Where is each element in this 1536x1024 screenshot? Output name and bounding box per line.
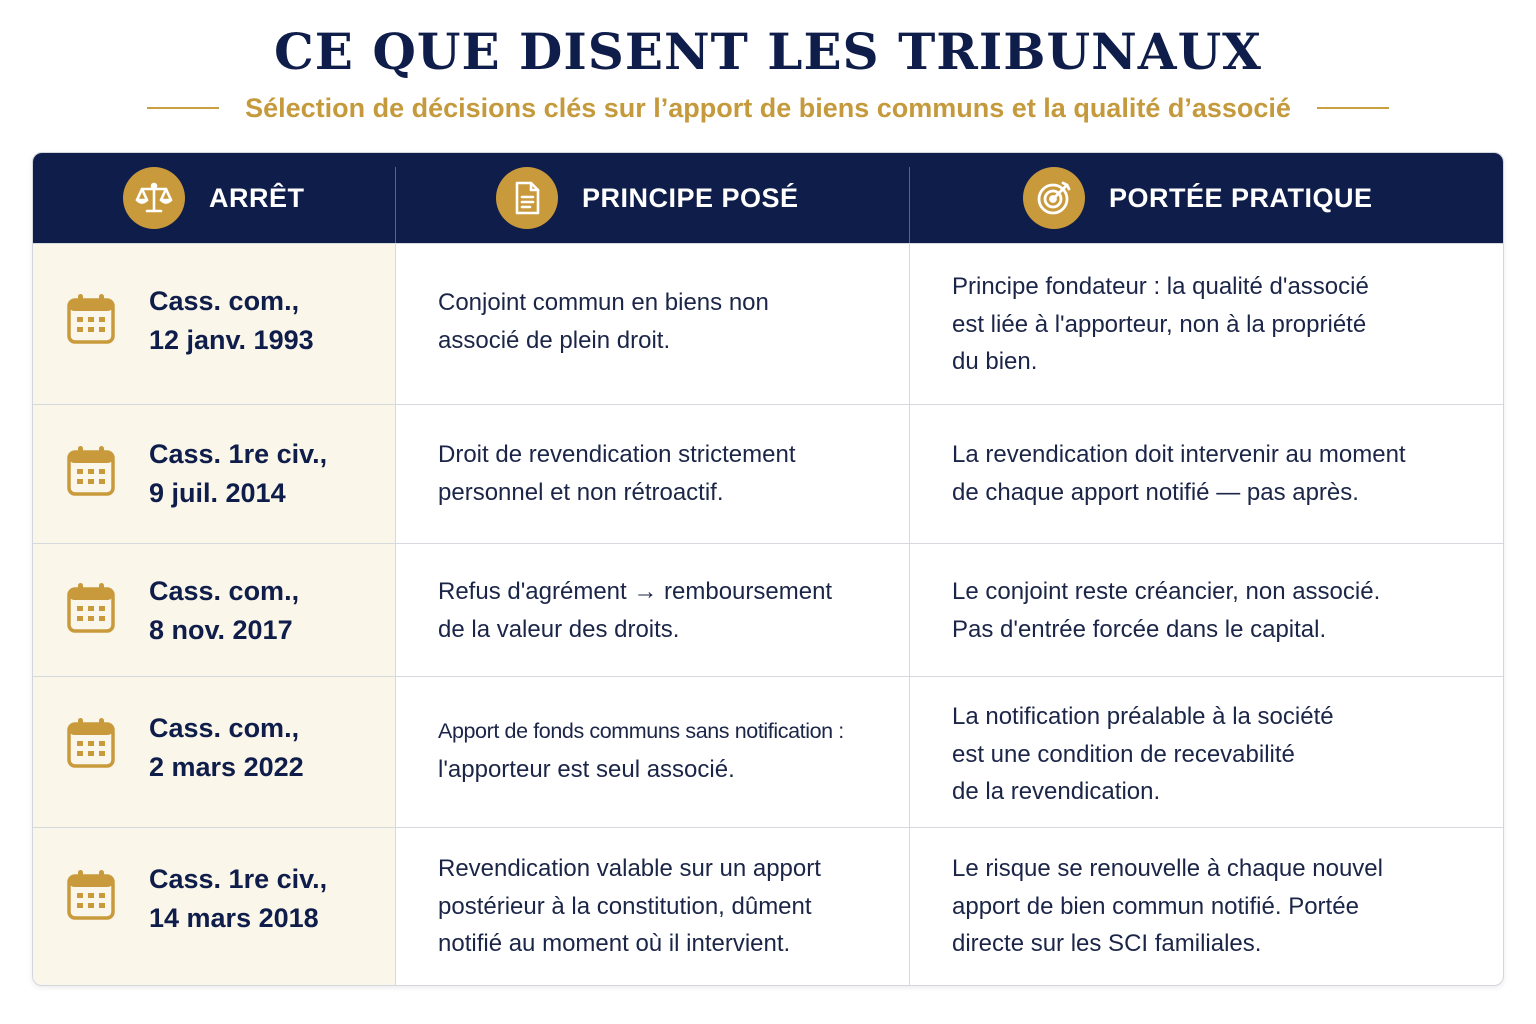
subtitle-left-rule xyxy=(147,107,219,109)
cell-arret xyxy=(33,544,396,677)
decision-reference xyxy=(149,572,299,650)
portee-text xyxy=(952,698,1334,811)
page-subtitle: Sélection de décisions clés sur l’apport de biens communs et la qualité d’associé xyxy=(245,92,1291,123)
text-line: est une condition de recevabilité xyxy=(952,740,1295,768)
cell-arret xyxy=(33,405,396,544)
principe-text xyxy=(438,573,832,648)
text-line: Droit de revendication strictement xyxy=(438,441,796,468)
cell-principe xyxy=(396,828,910,986)
decision-date: 12 janv. 1993 xyxy=(149,325,314,355)
decision-court: Cass. com., xyxy=(149,576,300,606)
calendar-icon xyxy=(67,293,115,345)
text-line: La revendication doit intervenir au moment xyxy=(952,441,1406,468)
portee-text xyxy=(952,436,1406,511)
text-line: Principe fondateur : la qualité d'associé xyxy=(952,273,1369,300)
decisions-table xyxy=(32,152,1504,986)
text-line: est liée à l'apporteur, non à la propriété xyxy=(952,310,1367,338)
text-line: Refus d'agrément → remboursement xyxy=(438,578,833,605)
portee-text xyxy=(952,268,1369,381)
text-line: Revendication valable sur un apport xyxy=(438,855,821,882)
calendar-icon xyxy=(67,869,115,921)
principe-text xyxy=(438,284,769,359)
cell-principe xyxy=(396,405,910,544)
decision-date: 14 mars 2018 xyxy=(149,903,319,933)
cell-portee xyxy=(910,677,1503,828)
subtitle-row xyxy=(0,90,1536,126)
decision-reference xyxy=(149,435,327,513)
subtitle-right-rule xyxy=(1317,107,1389,109)
cell-arret xyxy=(33,244,396,405)
decision-reference xyxy=(149,709,304,787)
decision-reference xyxy=(149,860,327,938)
text-line: apport de bien commun notifié. Portée xyxy=(952,892,1359,920)
column-label: PRINCIPE POSÉ xyxy=(582,182,799,213)
column-label: ARRÊT xyxy=(209,182,305,213)
decision-date: 8 nov. 2017 xyxy=(149,615,293,645)
text-line: de chaque apport notifié — pas après. xyxy=(952,478,1359,506)
text-line: Le risque se renouvelle à chaque nouvel xyxy=(952,855,1383,882)
calendar-icon xyxy=(67,445,115,497)
cell-arret xyxy=(33,828,396,986)
text-line: Conjoint commun en biens non xyxy=(438,289,769,316)
column-label: PORTÉE PRATIQUE xyxy=(1109,182,1373,213)
principe-text xyxy=(438,850,821,963)
decision-date: 2 mars 2022 xyxy=(149,752,304,782)
text-line: postérieur à la constitution, dûment xyxy=(438,892,812,920)
text-line: de la valeur des droits. xyxy=(438,615,680,643)
text-line: du bien. xyxy=(952,348,1038,375)
text-line: La notification préalable à la société xyxy=(952,703,1334,730)
text-line: associé de plein droit. xyxy=(438,326,671,354)
table-row xyxy=(33,676,1503,828)
table-row xyxy=(33,543,1503,677)
text-line: Le conjoint reste créancier, non associé. xyxy=(952,578,1381,605)
cell-principe xyxy=(396,677,910,828)
calendar-icon xyxy=(67,582,115,634)
column-header-arret xyxy=(123,153,305,243)
decision-court: Cass. 1re civ., xyxy=(149,439,328,469)
column-header-principe xyxy=(496,153,799,243)
portee-text xyxy=(952,573,1380,648)
principe-text xyxy=(438,436,796,511)
decision-reference xyxy=(149,282,314,360)
scales-icon xyxy=(123,167,185,229)
header-divider xyxy=(395,167,396,243)
table-header xyxy=(33,153,1503,243)
decision-date: 9 juil. 2014 xyxy=(149,478,286,508)
text-line: l'apporteur est seul associé. xyxy=(438,755,735,783)
target-icon xyxy=(1023,167,1085,229)
text-line: Pas d'entrée forcée dans le capital. xyxy=(952,615,1327,643)
decision-court: Cass. 1re civ., xyxy=(149,864,328,894)
table-row xyxy=(33,404,1503,544)
cell-portee xyxy=(910,544,1503,677)
page-title: CE QUE DISENT LES TRIBUNAUX xyxy=(274,22,1262,81)
column-header-portee xyxy=(1023,153,1373,243)
cell-portee xyxy=(910,828,1503,986)
cell-principe xyxy=(396,244,910,405)
portee-text xyxy=(952,850,1383,963)
table-row xyxy=(33,243,1503,405)
cell-portee xyxy=(910,405,1503,544)
principe-text xyxy=(438,713,844,788)
decision-court: Cass. com., xyxy=(149,713,300,743)
decision-court: Cass. com., xyxy=(149,286,300,316)
table-row xyxy=(33,827,1503,986)
text-line: directe sur les SCI familiales. xyxy=(952,930,1262,957)
text-line: de la revendication. xyxy=(952,778,1161,805)
text-line: Apport de fonds communs sans notification : xyxy=(438,719,844,743)
calendar-icon xyxy=(67,717,115,769)
cell-portee xyxy=(910,244,1503,405)
cell-principe xyxy=(396,544,910,677)
text-line: personnel et non rétroactif. xyxy=(438,478,724,506)
header-divider xyxy=(909,167,910,243)
document-icon xyxy=(496,167,558,229)
cell-arret xyxy=(33,677,396,828)
text-line: notifié au moment où il intervient. xyxy=(438,930,791,957)
